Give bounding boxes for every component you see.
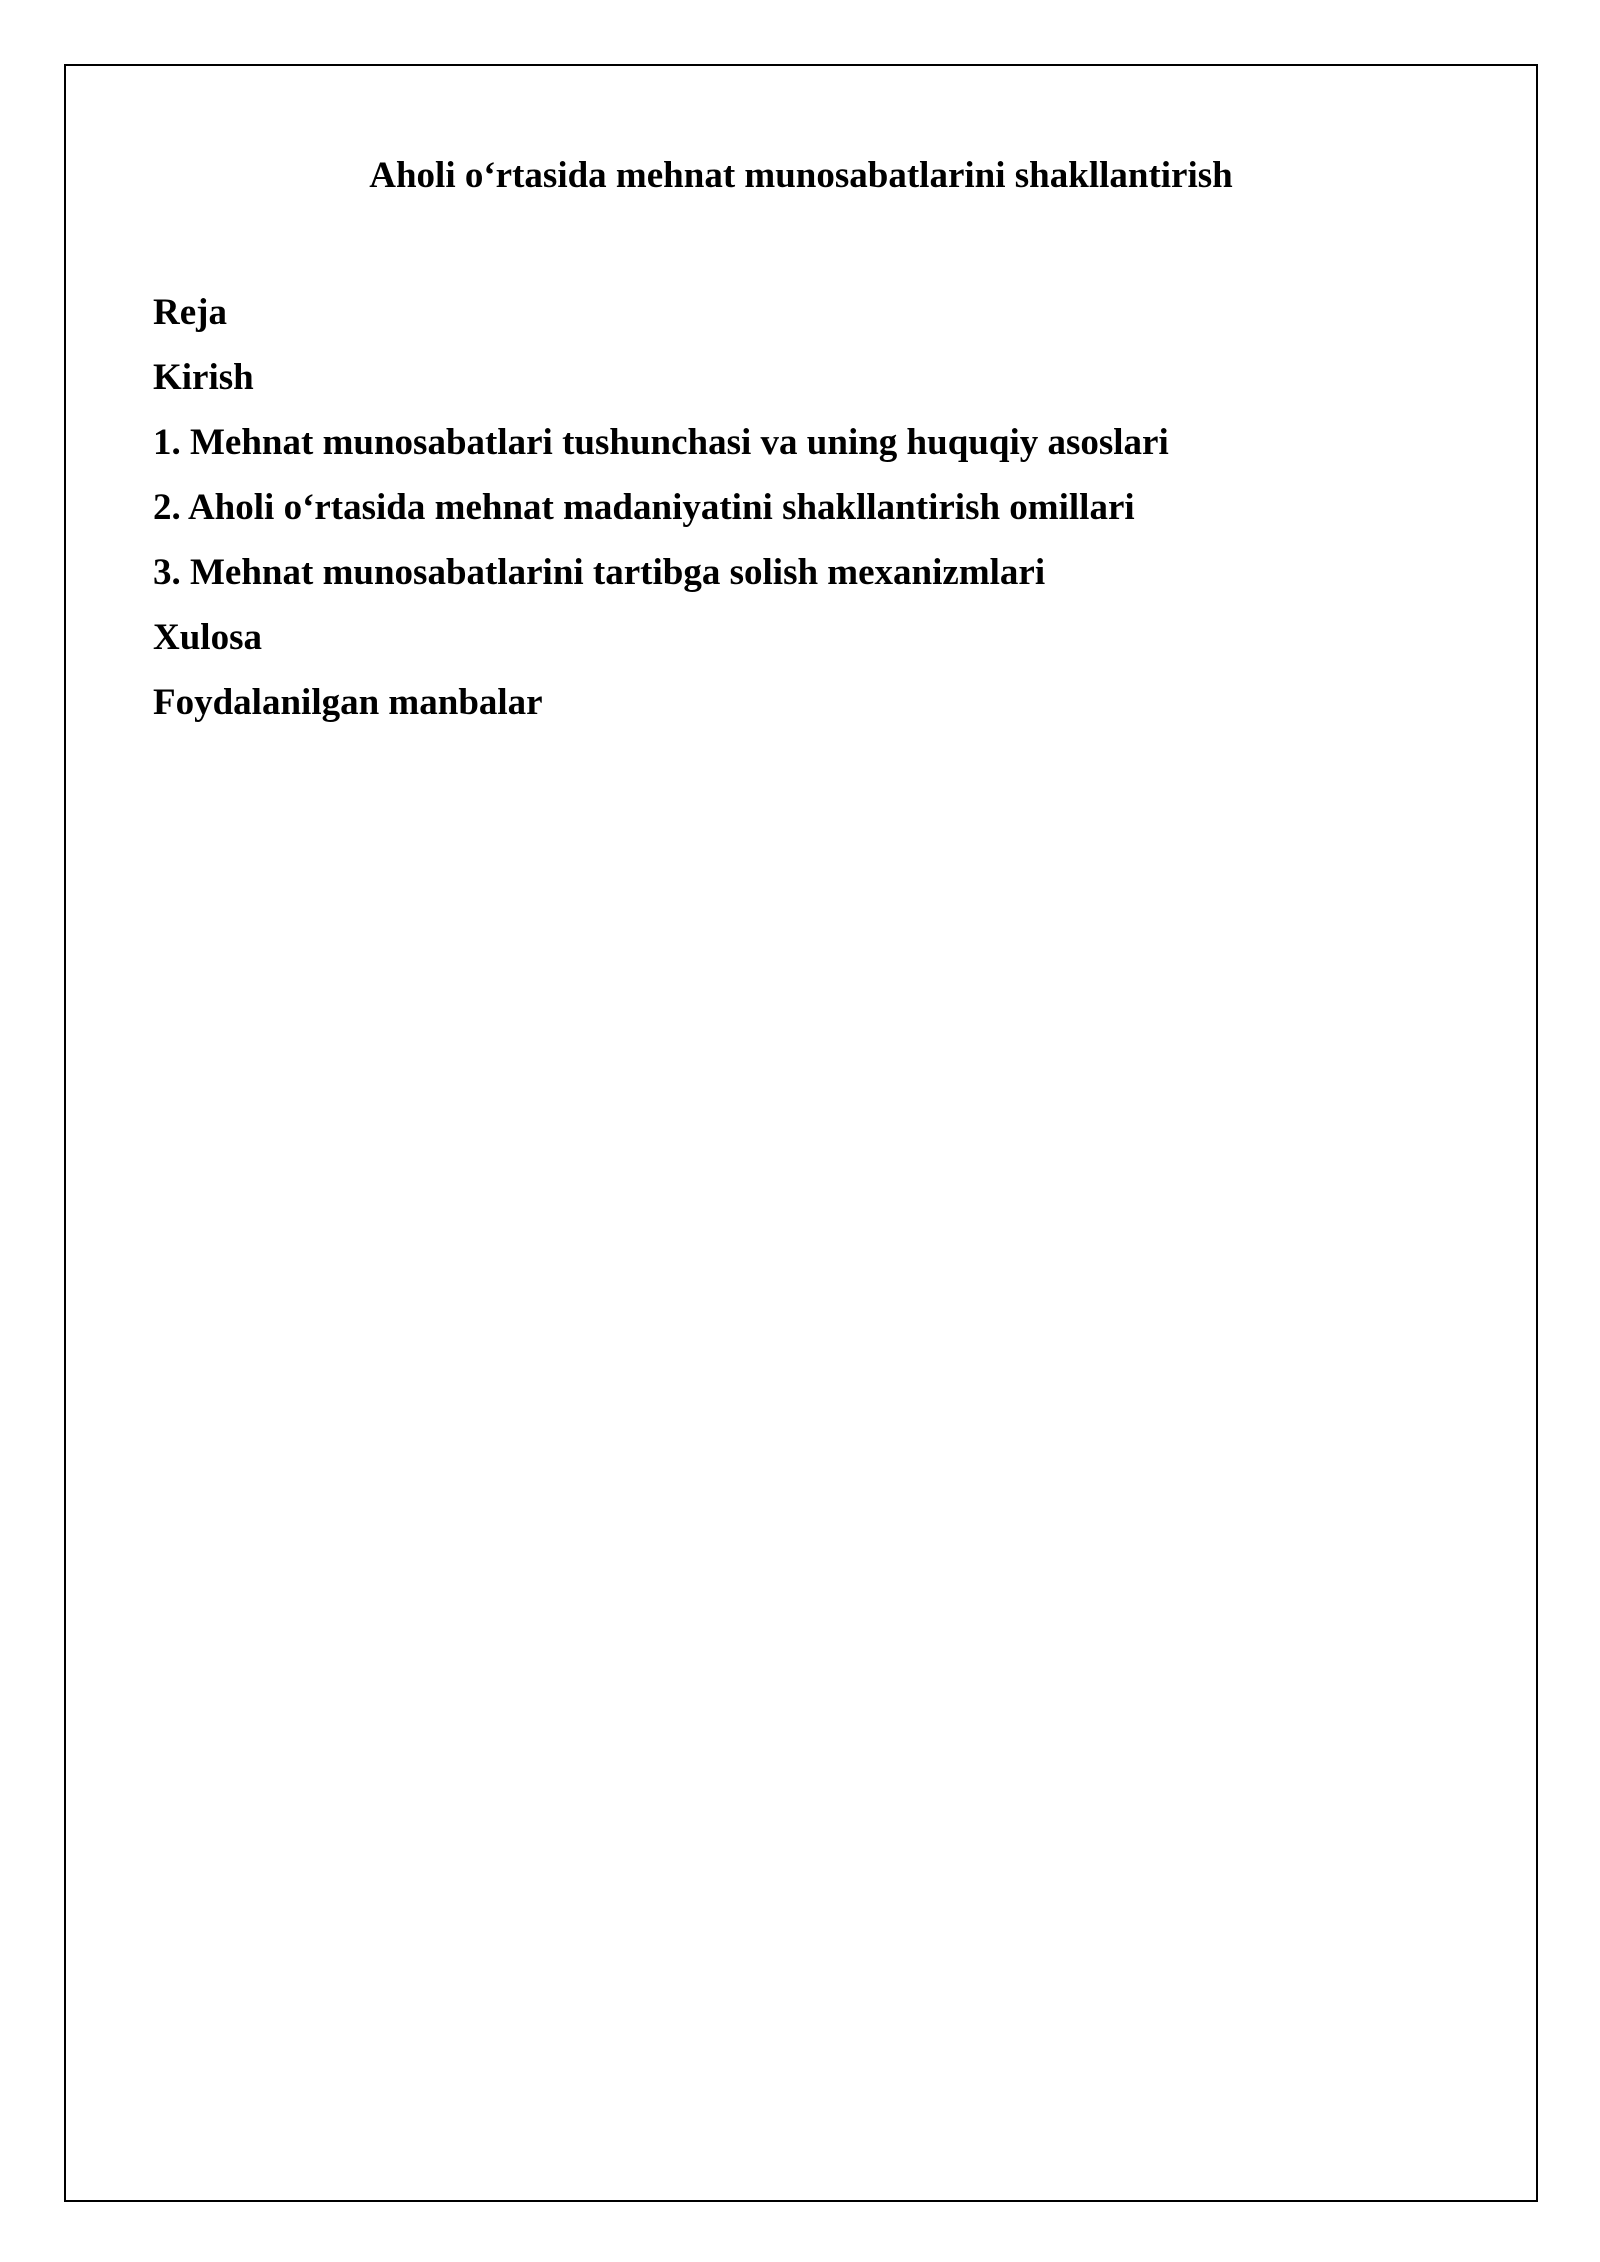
plan-heading: Reja [153, 292, 227, 333]
plan-list [153, 280, 1169, 735]
plan-item-conclusion: Xulosa [153, 617, 262, 658]
plan-item-section-1: 1. Mehnat munosabatlari tushunchasi va uning huquqiy asoslari [153, 422, 1169, 463]
plan-item-section-3: 3. Mehnat munosabatlarini tartibga solish mexanizmlari [153, 552, 1046, 593]
plan-item-introduction: Kirish [153, 357, 254, 398]
plan-item-section-2: 2. Aholi o‘rtasida mehnat madaniyatini shakllantirish omillari [153, 487, 1135, 528]
plan-item-references: Foydalanilgan manbalar [153, 682, 543, 723]
document-title: Aholi o‘rtasida mehnat munosabatlarini shakllantirish [369, 155, 1233, 196]
